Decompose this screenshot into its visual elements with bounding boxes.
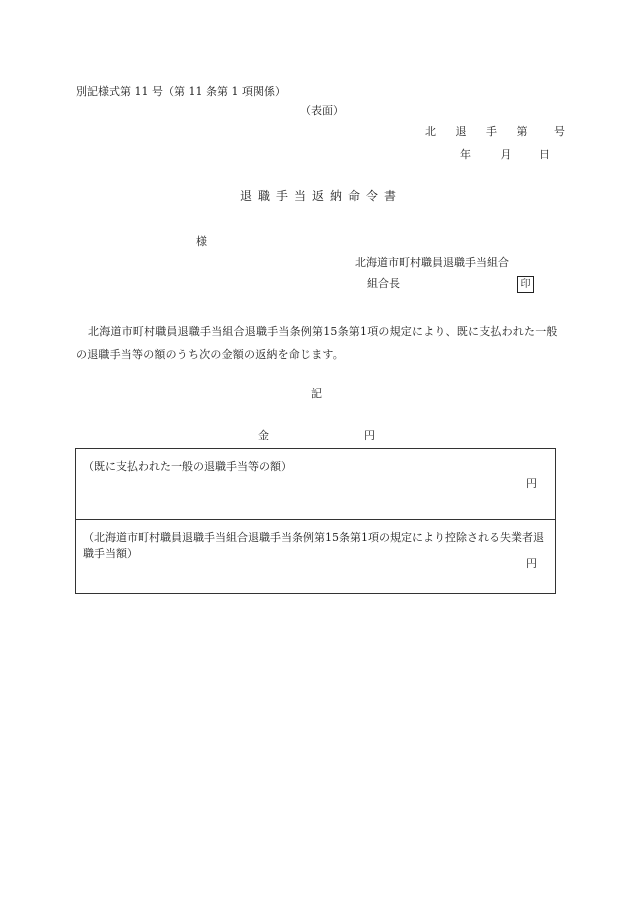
doc-number-part: 北 bbox=[425, 125, 436, 138]
row-description: （既に支払われた一般の退職手当等の額） bbox=[83, 460, 292, 473]
doc-number-part: 第 bbox=[516, 125, 528, 138]
body-text: 北海道市町村職員退職手当組合退職手当条例第15条第1項の規定により、既に支払われた一般の退職手当等の額のうち次の金額の返納を命じます。 bbox=[76, 325, 558, 361]
amount-label: 金 bbox=[258, 429, 269, 442]
form-label: 別記様式第 11 号（第 11 条第 1 項関係） bbox=[76, 85, 286, 98]
amount-unit: 円 bbox=[364, 429, 375, 442]
date-line bbox=[460, 148, 550, 162]
date-month: 月 bbox=[500, 148, 512, 161]
amount-breakdown-row bbox=[75, 448, 556, 520]
issuer-organization: 北海道市町村職員退職手当組合 bbox=[355, 256, 509, 269]
doc-number-part: 退 bbox=[455, 125, 467, 138]
issuer-role: 組合長 bbox=[367, 277, 400, 290]
amount-breakdown-row bbox=[75, 519, 556, 594]
seal-mark: 印 bbox=[517, 276, 534, 293]
date-year: 年 bbox=[460, 148, 471, 161]
document-title: 退職手当返納命令書 bbox=[240, 189, 403, 203]
recipient-honorific: 様 bbox=[196, 235, 207, 248]
document-number bbox=[425, 125, 565, 139]
row-unit: 円 bbox=[526, 557, 537, 570]
doc-number-part: 手 bbox=[486, 125, 497, 138]
row-description: （北海道市町村職員退職手当組合退職手当条例第15条第1項の規定により控除される失業者退職手当額） bbox=[83, 531, 544, 560]
ki-heading: 記 bbox=[311, 387, 322, 400]
doc-number-part: 号 bbox=[554, 125, 565, 138]
side-label: （表面） bbox=[300, 104, 344, 117]
date-day: 日 bbox=[539, 148, 550, 161]
row-unit: 円 bbox=[526, 477, 537, 490]
